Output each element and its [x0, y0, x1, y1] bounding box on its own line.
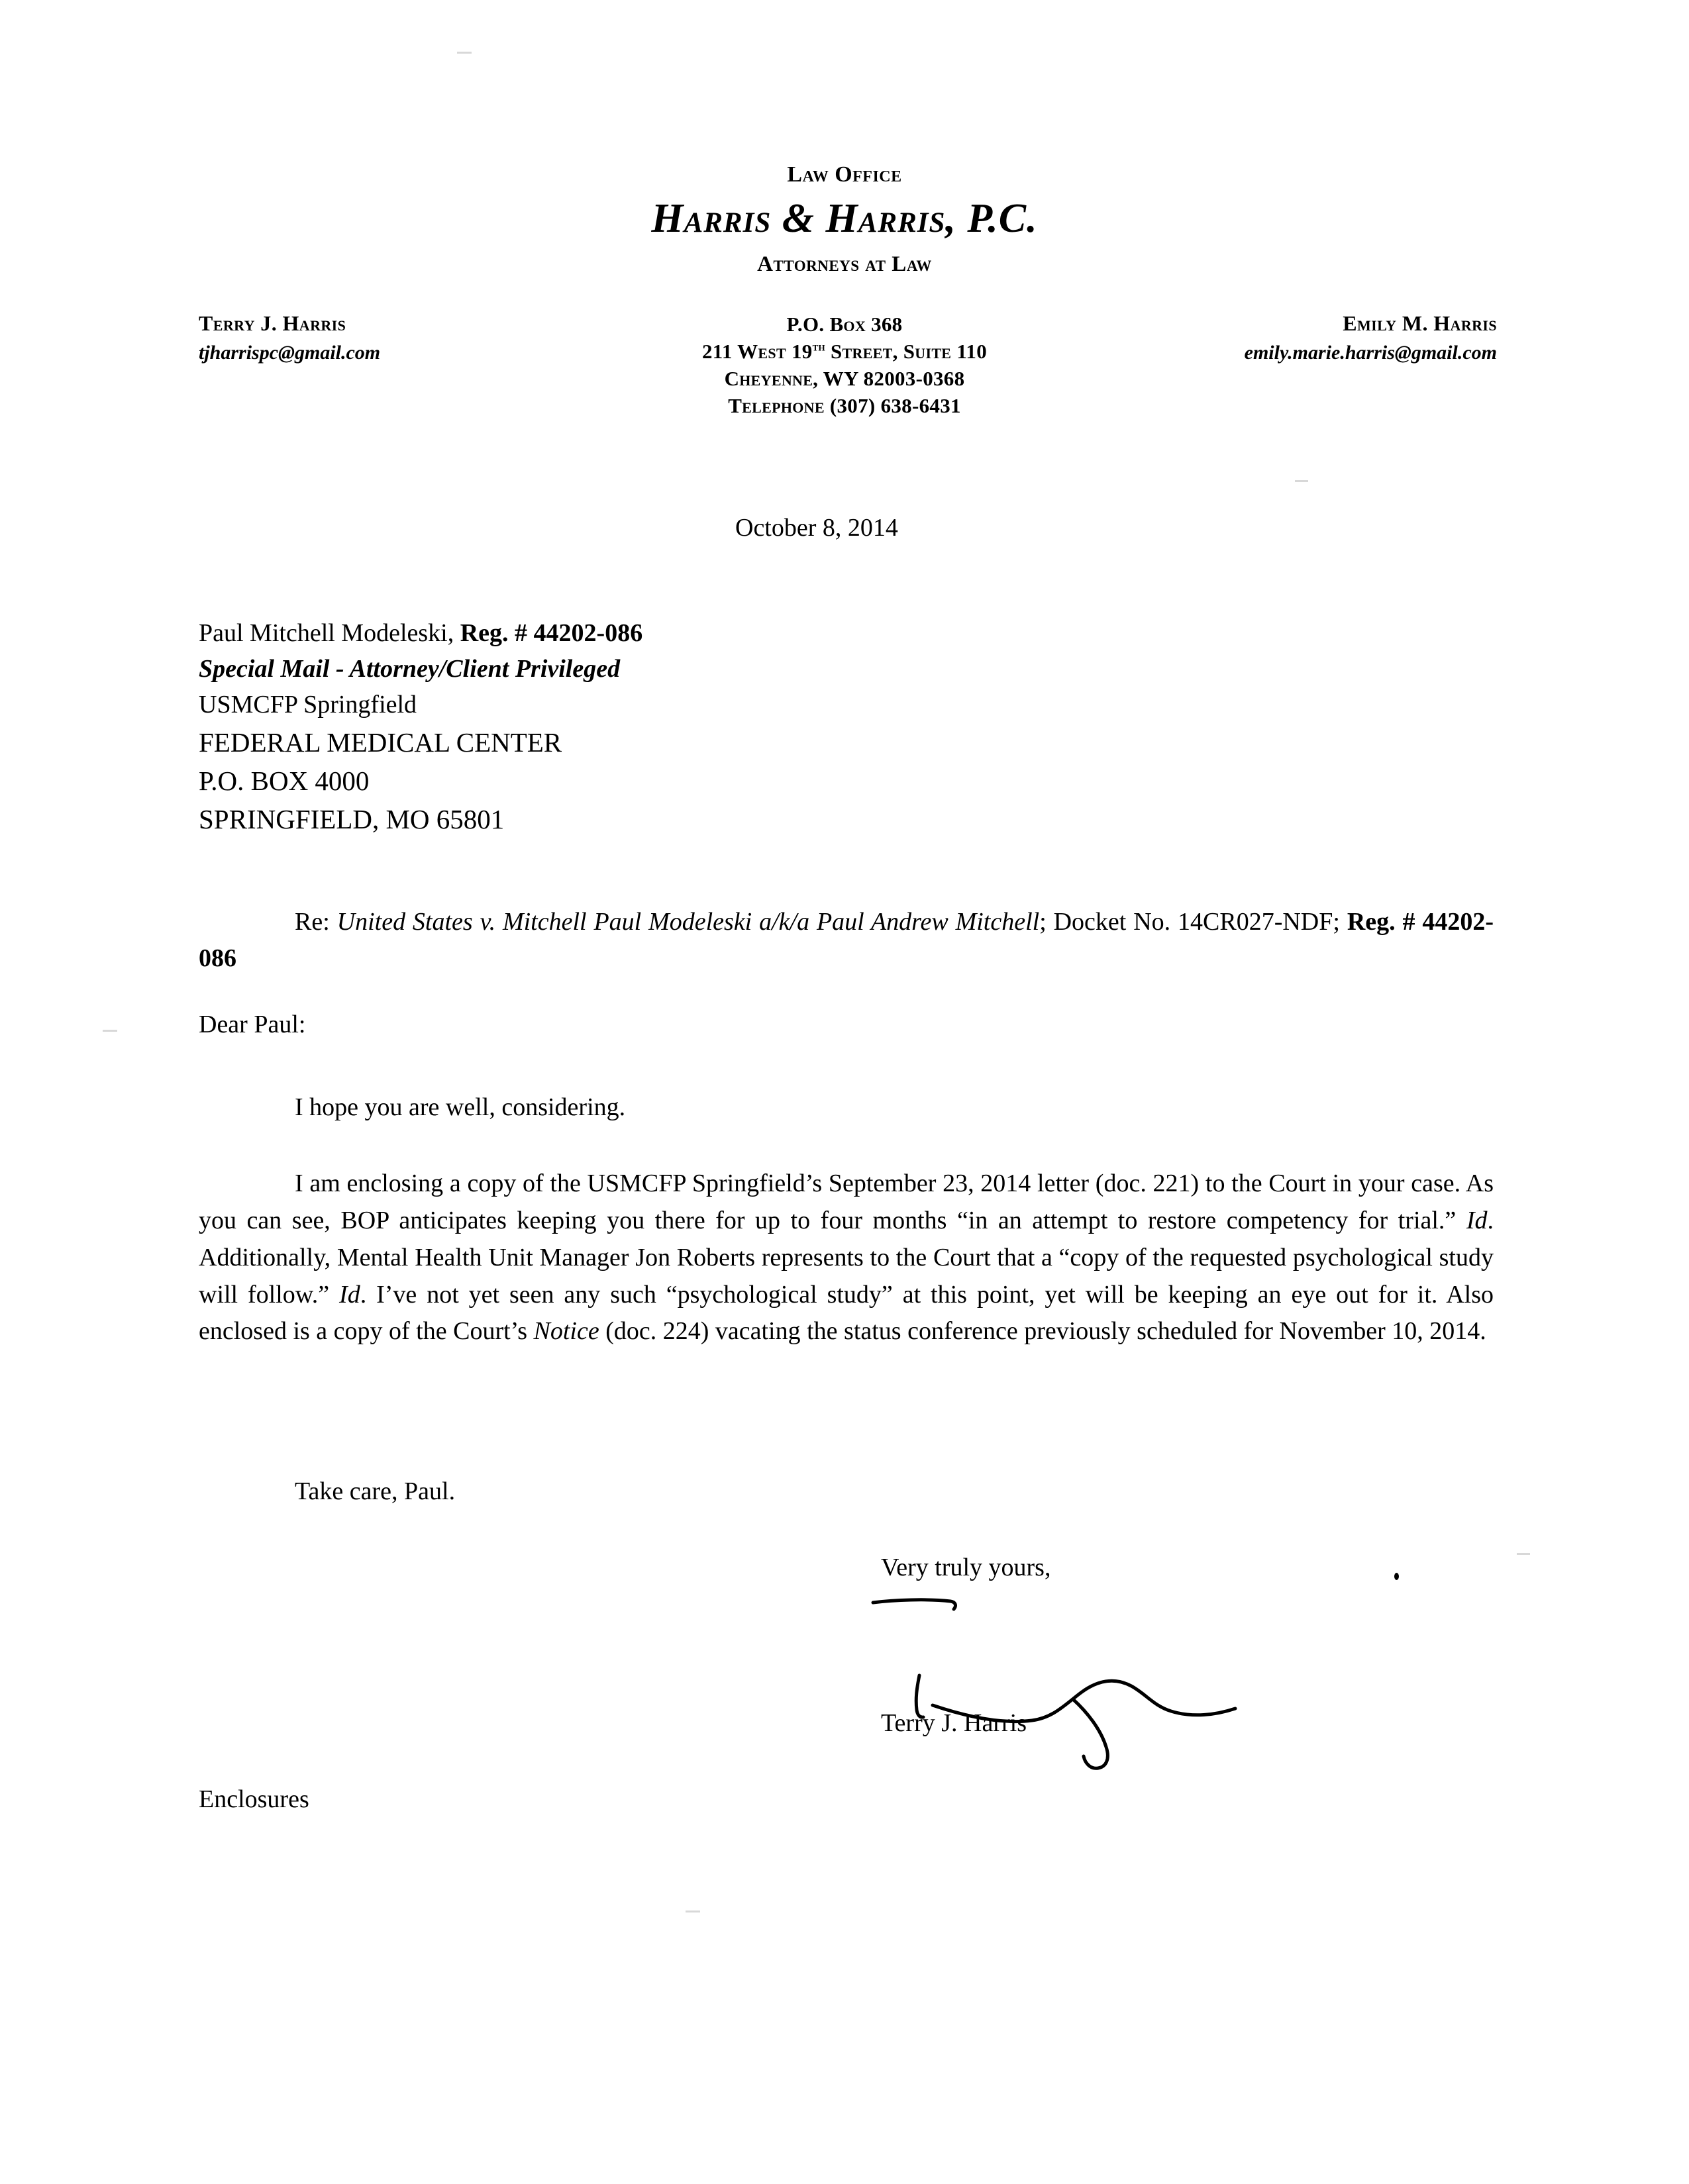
attorney-left-block [199, 311, 556, 364]
address-street-pre: 211 West 19 [701, 339, 813, 363]
letterhead [0, 162, 1689, 276]
addressee-facility-short: USMCFP Springfield [199, 690, 417, 719]
re-docket: ; Docket No. 14CR027-NDF; [1039, 908, 1347, 936]
attorneys-at-law-label: Attorneys at Law [757, 252, 932, 276]
paragraph-2-text-part-3: . I’ve not yet seen any such “psychological study” at this point, yet will be keeping an eye out for it. Also enclosed is a copy of the Court’s [199, 1280, 1494, 1346]
address-street [566, 338, 1123, 366]
address-street-ordinal: th [812, 340, 825, 354]
attorney-right-block [1126, 311, 1497, 364]
letterhead-contact-row [0, 311, 1689, 444]
addressee-block [199, 616, 1325, 839]
re-label: Re: [295, 908, 337, 936]
firm-name: Harris & Harris, P.C. [651, 196, 1038, 242]
scan-artifact [686, 1911, 700, 1912]
paragraph-2-text-part-2: . Additionally, Mental Health Unit Manager Jon Roberts represents to the Court that a “copy of the requested psychological study will follow.” [199, 1206, 1494, 1309]
paragraph-2-text-part-1: I am enclosing a copy of the USMCFP Springfield’s September 23, 2014 letter (doc. 221) to the Court in your case. As you can see, BOP anticipates keeping you there for up to four months “in an attempt to restore competency for trial.” [199, 1169, 1494, 1234]
scan-artifact [1517, 1553, 1530, 1555]
ink-speck [1394, 1573, 1399, 1580]
closing-phrase: Very truly yours, [881, 1554, 1051, 1581]
re-line [199, 904, 1494, 976]
addressee-name: Paul Mitchell Modeleski, [199, 619, 460, 647]
paragraph-3-text: Take care, Paul. [295, 1477, 456, 1505]
addressee-line-name [199, 616, 1325, 652]
paragraph-2-notice-title: Notice [533, 1317, 599, 1346]
addressee-special-mail-notice: Special Mail - Attorney/Client Privileged [199, 654, 621, 683]
paragraph-2-citation-2: Id [339, 1280, 360, 1309]
letter-date: October 8, 2014 [735, 514, 898, 542]
scan-artifact [103, 1030, 117, 1032]
address-city-state-zip: Cheyenne, WY 82003-0368 [724, 366, 965, 390]
re-reg-number: Reg. # 44202-086 [199, 908, 1494, 972]
addressee-reg-number: Reg. # 44202-086 [460, 619, 643, 647]
addressee-po-box: P.O. BOX 4000 [199, 766, 370, 797]
paragraph-1-text: I hope you are well, considering. [295, 1093, 626, 1121]
salutation: Dear Paul: [199, 1011, 306, 1038]
scan-artifact [1295, 480, 1308, 482]
address-street-post: Street, Suite 110 [825, 339, 988, 363]
handwritten-signature [854, 1563, 1417, 1781]
firm-address-block [566, 311, 1123, 420]
address-telephone: Telephone (307) 638-6431 [728, 393, 961, 417]
attorney-right-email: emily.marie.harris@gmail.com [1244, 341, 1497, 364]
attorney-left-email: tjharrispc@gmail.com [199, 341, 381, 364]
attorney-right-name: Emily M. Harris [1343, 311, 1497, 335]
paragraph-2-text-part-4: (doc. 224) vacating the status conference previously scheduled for November 10, 2014. [599, 1317, 1486, 1346]
scan-artifact [457, 52, 472, 54]
address-po-box: P.O. Box 368 [786, 313, 903, 336]
body-paragraph-1 [199, 1089, 1494, 1126]
addressee-facility: FEDERAL MEDICAL CENTER [199, 726, 562, 758]
body-paragraph-3 [199, 1473, 1494, 1511]
addressee-city-state-zip: SPRINGFIELD, MO 65801 [199, 804, 505, 835]
enclosures-label: Enclosures [199, 1785, 309, 1813]
re-case-name: United States v. Mitchell Paul Modeleski a/k/a Paul Andrew Mitchell [336, 908, 1040, 936]
paragraph-2-citation-1: Id [1466, 1206, 1488, 1234]
signer-name: Terry J. Harris [881, 1709, 1027, 1737]
body-paragraph-2 [199, 1166, 1494, 1350]
attorney-left-name: Terry J. Harris [199, 311, 346, 335]
law-office-label: Law Office [787, 162, 902, 187]
